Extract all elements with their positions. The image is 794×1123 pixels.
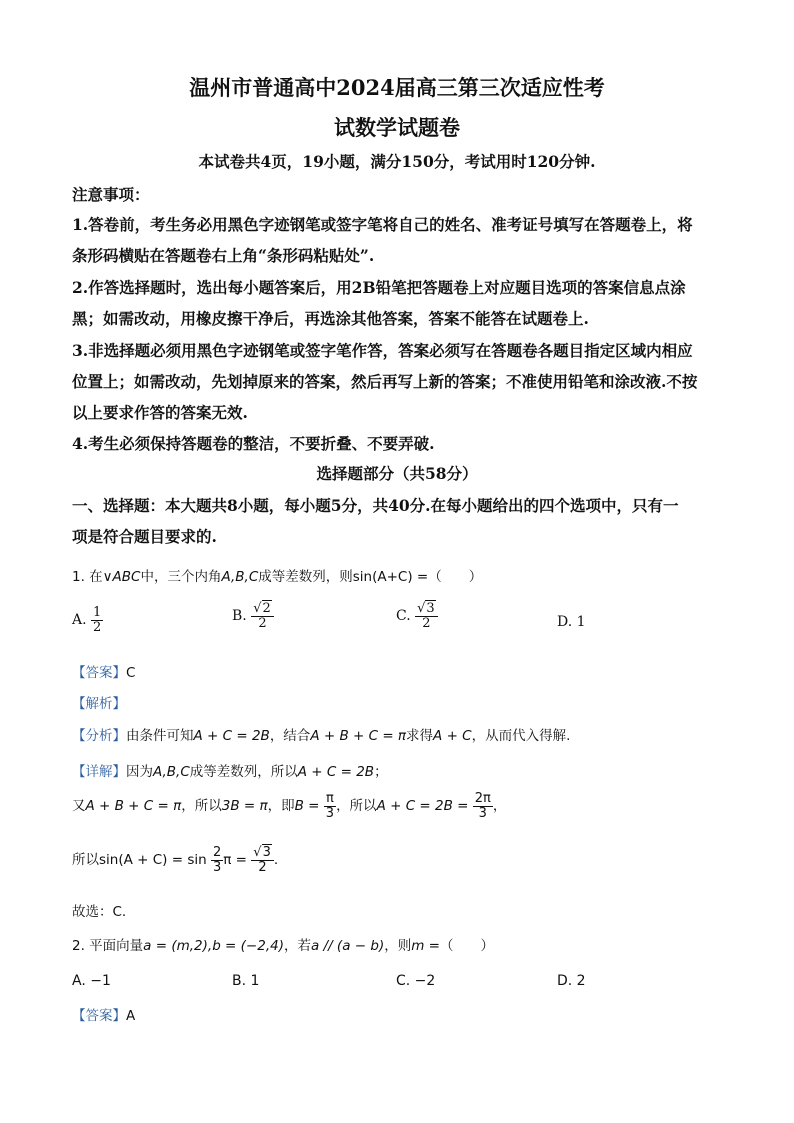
q2-option-d: D. 2 (557, 973, 586, 989)
fraction: $\frac{√3}{2}$ (251, 846, 274, 874)
section-instruction: 项是符合题目要求的. (72, 527, 217, 546)
notice-line: 条形码横贴在答题卷右上角“条形码粘贴处”. (72, 246, 375, 265)
fraction: $\frac{√3}{2}$ (415, 602, 438, 630)
section-instruction: 一、选择题：本大题共8小题，每小题5分，共40分.在每小题给出的四个选项中，只有一 (72, 496, 679, 515)
q2-option-c: C. −2 (396, 973, 436, 989)
q2-option-a: A. −1 (72, 973, 111, 989)
notice-line: 位置上；如需改动，先划掉原来的答案，然后再写上新的答案；不准使用铅笔和涂改液.不按 (72, 372, 698, 391)
q1-solution-line-3: 所以sin(A + C) = sin $\frac{2}{3}$ π = $\frac{√3}{2}$ . (72, 845, 279, 875)
q1-option-d: D. 1 (557, 614, 586, 630)
notice-line: 2.作答选择题时，选出每小题答案后，用2B铅笔把答题卷上对应题目选项的答案信息点涂 (72, 278, 686, 297)
q1-xiangjie: 【详解】因为A,B,C成等差数列，所以A + C = 2B； (72, 764, 388, 780)
fraction: $\frac{√2}{2}$ (251, 602, 274, 630)
q1-option-b: B. $\frac{√2}{2}$ (232, 602, 274, 630)
notice-line: 黑；如需改动，用橡皮擦干净后，再选涂其他答案，答案不能答在试题卷上. (72, 309, 589, 328)
q1-choice: 故选：C. (72, 904, 127, 920)
notice-line: 4.考生必须保持答题卷的整洁，不要折叠、不要弄破. (72, 434, 435, 453)
notice-line: 1.答卷前，考生务必用黑色字迹钢笔或签字笔将自己的姓名、准考证号填写在答题卷上，将 (72, 215, 693, 234)
q1-analysis-label: 【解析】 (72, 696, 126, 712)
fraction: $\frac{1}{2}$ (93, 605, 102, 635)
q1-answer: 【答案】C (72, 665, 136, 681)
q2-answer: 【答案】A (72, 1008, 136, 1024)
q1-option-a: A. $\frac{1}{2}$ (72, 605, 102, 635)
question-1-stem: 1. 在∨ABC中，三个内角A,B,C成等差数列，则sin(A+C) =（ ） (72, 569, 483, 585)
notice-line: 以上要求作答的答案无效. (72, 403, 248, 422)
notice-line: 3.非选择题必须用黑色字迹钢笔或签字笔作答，答案必须写在答题卷各题目指定区域内相应 (72, 341, 693, 360)
notice-heading: 注意事项： (72, 185, 150, 204)
q1-solution-line-2: 又A + B + C = π，所以3B = π，即B = $\frac{\pi}{3}$ ，所以A + C = 2B = $\frac{2\pi}{3}$ ， (72, 791, 507, 821)
section-title: 选择题部分（共58分） (316, 464, 478, 483)
q1-option-c: C. $\frac{√3}{2}$ (396, 602, 438, 630)
title-line-2: 试数学试题卷 (334, 115, 460, 140)
fraction: $\frac{2\pi}{3}$ (474, 791, 491, 821)
fraction: $\frac{2}{3}$ (212, 845, 222, 875)
title-line-1: 温州市普通高中2024届高三第三次适应性考 (189, 75, 605, 100)
q2-option-b: B. 1 (232, 973, 260, 989)
fraction: $\frac{\pi}{3}$ (325, 791, 335, 821)
question-2-stem: 2. 平面向量a = (m,2),b = (−2,4)，若a // (a − b)，则m =（ ） (72, 938, 494, 954)
exam-subtitle: 本试卷共4页，19小题，满分150分，考试用时120分钟. (198, 152, 596, 171)
q1-fenxi: 【分析】由条件可知A + C = 2B，结合A + B + C = π求得A + C，从而代入得解. (72, 728, 571, 744)
